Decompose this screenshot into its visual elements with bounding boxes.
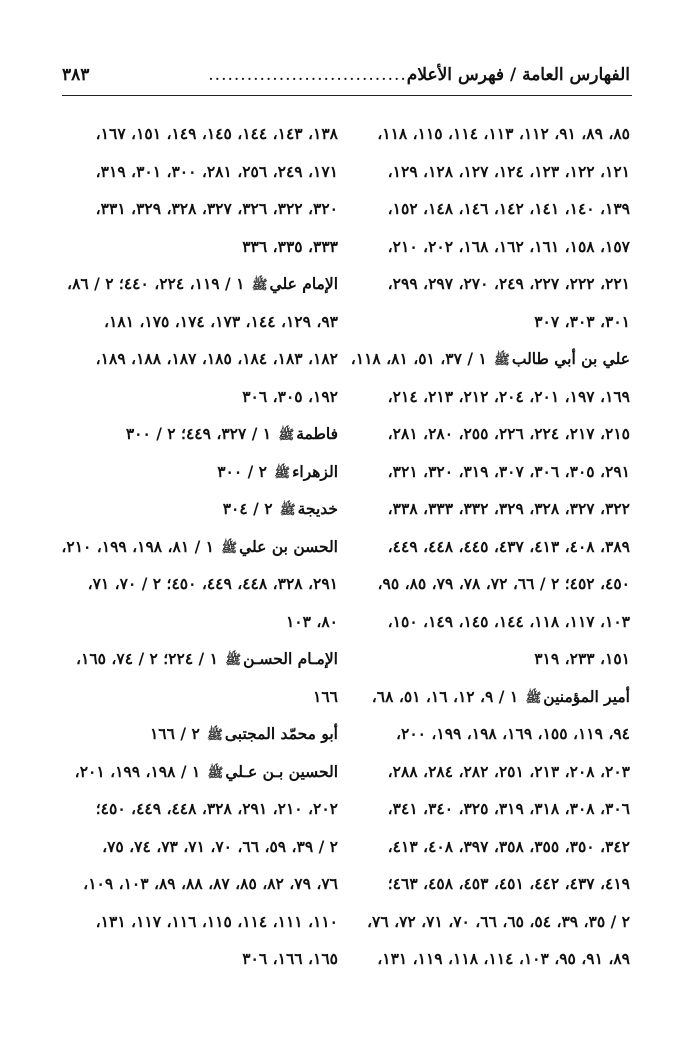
index-entry-line [340,790,630,828]
entry-page-refs: ١١٠، ١١١، ١١٤، ١١٥، ١١٦، ١١٧، ١٣١، [95,911,338,931]
index-entry-line [340,190,630,228]
entry-page-refs: ٢ / ٣٠٤ [222,499,273,518]
index-entry-line [38,565,338,603]
entry-page-refs: ١٥١، ٢٣٣، ٣١٩ [534,649,630,668]
index-entry-line [340,940,630,978]
index-entry-line [38,115,338,153]
index-entry-heading [38,415,338,453]
entry-page-refs: ١ / ٣٧، ٥١، ٨١، ١١٨، [350,349,487,368]
entry-name: الحسين بـن عـلي [225,761,338,781]
index-entry-line [340,828,630,866]
entry-page-refs: ١٦٥، ١٦٦، ٣٠٦ [242,949,338,968]
index-entry-line [340,603,630,641]
index-column-right [340,115,630,978]
index-entry-line [340,490,630,528]
entry-name: الحسن بن علي [239,536,338,556]
index-entry-line [38,303,338,341]
entry-page-refs: ١ / ٩، ١٢، ١٦، ٥١، ٦٨، [371,686,519,706]
entry-page-refs: ٣٨٩، ٤٠٨، ٤١٣، ٤٣٧، ٤٤٥، ٤٤٨، ٤٤٩، [387,536,630,556]
entry-page-refs: ١٧١، ٢٤٩، ٢٥٦، ٢٨١، ٣٠٠، ٣٠١، ٣١٩، [95,161,338,181]
entry-page-refs: ٢٢١، ٢٢٢، ٢٢٧، ٢٤٩، ٢٧٠، ٢٩٧، ٢٩٩، [387,274,630,293]
index-entry-line [340,378,630,416]
index-entry-line [38,790,338,828]
entry-page-refs: ٨٩، ٩١، ٩٥، ١٠٣، ١١٤، ١١٨، ١١٩، ١٣١، [377,949,630,968]
entry-page-refs: ١٦٦ [313,686,338,706]
index-entry-heading [38,753,338,791]
entry-page-refs: ١٠٣، ١١٧، ١١٨، ١٤٤، ١٤٥، ١٤٩، ١٥٠، [387,611,630,631]
entry-name: أبو محمّد المجتبى [224,724,338,743]
index-entry-heading [38,640,338,678]
index-entry-heading [38,715,338,753]
entry-page-refs: ١ / ١٩٨، ١٩٩، ٢٠١، [74,761,201,781]
index-entry-heading [38,490,338,528]
index-entry-line [340,115,630,153]
entry-page-refs: ٧٦، ٧٩، ٨٢، ٨٥، ٨٧، ٨٨، ٨٩، ١٠٣، ١٠٩، [83,874,338,893]
entry-page-refs: ٨٠، ١٠٣ [285,611,338,631]
index-entry-line [340,903,630,941]
index-entry-line [38,153,338,191]
index-entry-line [340,415,630,453]
index-entry-line [38,678,338,716]
entry-page-refs: ٣٣٣، ٣٣٥، ٣٣٦ [242,236,338,256]
honorific-symbol: ﷺ [207,728,223,743]
entry-page-refs: ٣٠٦، ٣٠٨، ٣١٨، ٣١٩، ٣٢٥، ٣٤٠، ٣٤١، [387,799,630,818]
header-rule [62,95,632,96]
entry-page-refs: ٢٩١، ٣٠٥، ٣٠٦، ٣٠٧، ٣١٩، ٣٢٠، ٣٢١، [387,461,630,481]
index-entry-line [340,715,630,753]
index-entry-line [38,340,338,378]
index-entry-line [340,265,630,303]
entry-page-refs: ٣٢٠، ٣٢٢، ٣٢٦، ٣٢٧، ٣٢٨، ٣٢٩، ٣٣١، [95,199,338,218]
honorific-symbol: ﷺ [225,653,242,668]
entry-name: الزهراء [292,461,338,481]
honorific-symbol: ﷺ [274,465,291,481]
entry-page-refs: ٢٩١، ٣٢٨، ٤٤٨، ٤٤٩، ٤٥٠؛ ٢ / ٧٠، ٧١، [87,574,338,593]
entry-page-refs: ١٦٩، ١٩٧، ٢٠١، ٢٠٤، ٢١٢، ٢١٣، ٢١٤، [387,386,630,406]
entry-page-refs: ١ / ٢٢٤؛ ٢ / ٧٤، ١٦٥، [75,649,218,668]
index-entry-heading [38,265,338,303]
entry-page-refs: ١ / ٣٢٧، ٤٤٩؛ ٢ / ٣٠٠ [125,424,272,443]
index-entry-line [340,753,630,791]
entry-page-refs: ٩٣، ١٢٩، ١٤٤، ١٧٣، ١٧٤، ١٧٥، ١٨١، [103,311,338,331]
entry-page-refs: ٢ / ٣٠٠ [217,461,267,481]
entry-name: خديجة [297,499,338,518]
entry-page-refs: ١٣٩، ١٤٠، ١٤١، ١٤٢، ١٤٦، ١٤٨، ١٥٢، [387,199,630,218]
index-entry-line [38,903,338,941]
page-number: ٣٨٣ [62,65,90,85]
honorific-symbol: ﷺ [221,540,238,556]
entry-name: الإمام علي [269,274,338,293]
index-entry-line [340,565,630,603]
index-entry-heading [38,453,338,491]
entry-page-refs: ٢ / ٣٥، ٣٩، ٥٤، ٦٥، ٦٦، ٧٠، ٧١، ٧٢، ٧٦، [367,911,630,931]
entry-page-refs: ٤٥٠، ٤٥٢؛ ٢ / ٦٦، ٧٢، ٧٨، ٧٩، ٨٥، ٩٥، [377,574,630,593]
index-entry-line [340,153,630,191]
index-entry-line [340,640,630,678]
index-entry-line [38,865,338,903]
entry-name: علي بن أبي طالب [511,349,630,368]
index-entry-heading [340,678,630,716]
entry-page-refs: ١٥٧، ١٥٨، ١٦١، ١٦٢، ١٦٨، ٢٠٢، ٢١٠، [387,236,630,256]
entry-page-refs: ٢٠٢، ٢١٠، ٢٩١، ٣٢٨، ٤٤٨، ٤٤٩، ٤٥٠؛ [95,799,338,818]
entry-page-refs: ٢ / ١٦٦ [149,724,200,743]
entry-page-refs: ١٩٢، ٣٠٥، ٣٠٦ [242,386,338,406]
header-leader-dots: ............................... [208,65,407,85]
entry-page-refs: ٢٠٣، ٢٠٨، ٢١٣، ٢٥١، ٢٨٢، ٢٨٤، ٢٨٨، [387,761,630,781]
index-entry-line [340,865,630,903]
entry-page-refs: ٣٢٢، ٣٢٧، ٣٢٨، ٣٢٩، ٣٣٢، ٣٣٣، ٣٣٨، [387,499,630,518]
entry-page-refs: ٩٤، ١١٩، ١٥٥، ١٦٩، ١٩٨، ١٩٩، ٢٠٠، [395,724,630,743]
entry-page-refs: ١٣٨، ١٤٣، ١٤٤، ١٤٥، ١٤٩، ١٥١، ١٦٧، [95,124,338,143]
index-entry-line [38,828,338,866]
entry-page-refs: ٢١٥، ٢١٧، ٢٢٤، ٢٢٦، ٢٥٥، ٢٨٠، ٢٨١، [387,424,630,443]
index-entry-line [340,228,630,266]
entry-page-refs: ١٢١، ١٢٢، ١٢٣، ١٢٤، ١٢٧، ١٢٨، ١٢٩، [387,161,630,181]
honorific-symbol: ﷺ [278,428,295,443]
index-entry-line [38,378,338,416]
index-column-left [38,115,338,978]
entry-name: فاطمة [296,424,338,443]
honorific-symbol: ﷺ [207,765,224,781]
honorific-symbol: ﷺ [525,690,542,706]
index-entry-heading [340,340,630,378]
honorific-symbol: ﷺ [251,278,268,293]
honorific-symbol: ﷺ [279,503,296,518]
index-entry-line [38,940,338,978]
entry-page-refs: ١ / ٨١، ١٩٨، ١٩٩، ٢١٠، [61,536,214,556]
entry-page-refs: ٣٠١، ٣٠٣، ٣٠٧ [534,311,630,331]
entry-page-refs: ٤١٩، ٤٣٧، ٤٤٢، ٤٥١، ٤٥٣، ٤٥٨، ٤٦٣؛ [387,874,630,893]
index-entry-line [340,528,630,566]
index-entry-line [38,190,338,228]
entry-page-refs: ١٨٢، ١٨٣، ١٨٤، ١٨٥، ١٨٧، ١٨٨، ١٨٩، [95,349,338,368]
running-header [62,60,630,90]
honorific-symbol: ﷺ [494,353,510,368]
index-entry-line [340,453,630,491]
index-entry-line [38,228,338,266]
entry-name: الإمـام الحسـن [243,649,338,668]
header-title: الفهارس العامة / فهرس الأعلام [406,65,630,85]
index-entry-line [38,603,338,641]
entry-page-refs: ٢ / ٣٩، ٥٩، ٦٦، ٧٠، ٧١، ٧٣، ٧٤، ٧٥، [102,836,338,856]
index-entry-heading [38,528,338,566]
entry-page-refs: ٣٤٢، ٣٥٠، ٣٥٥، ٣٥٨، ٣٩٧، ٤٠٨، ٤١٣، [387,836,630,856]
entry-page-refs: ٨٥، ٨٩، ٩١، ١١٢، ١١٣، ١١٤، ١١٥، ١١٨، [377,124,630,143]
entry-page-refs: ١ / ١١٩، ٢٢٤، ٤٤٠؛ ٢ / ٨٦، [67,274,245,293]
index-entry-line [340,303,630,341]
entry-name: أمير المؤمنين [543,686,630,706]
